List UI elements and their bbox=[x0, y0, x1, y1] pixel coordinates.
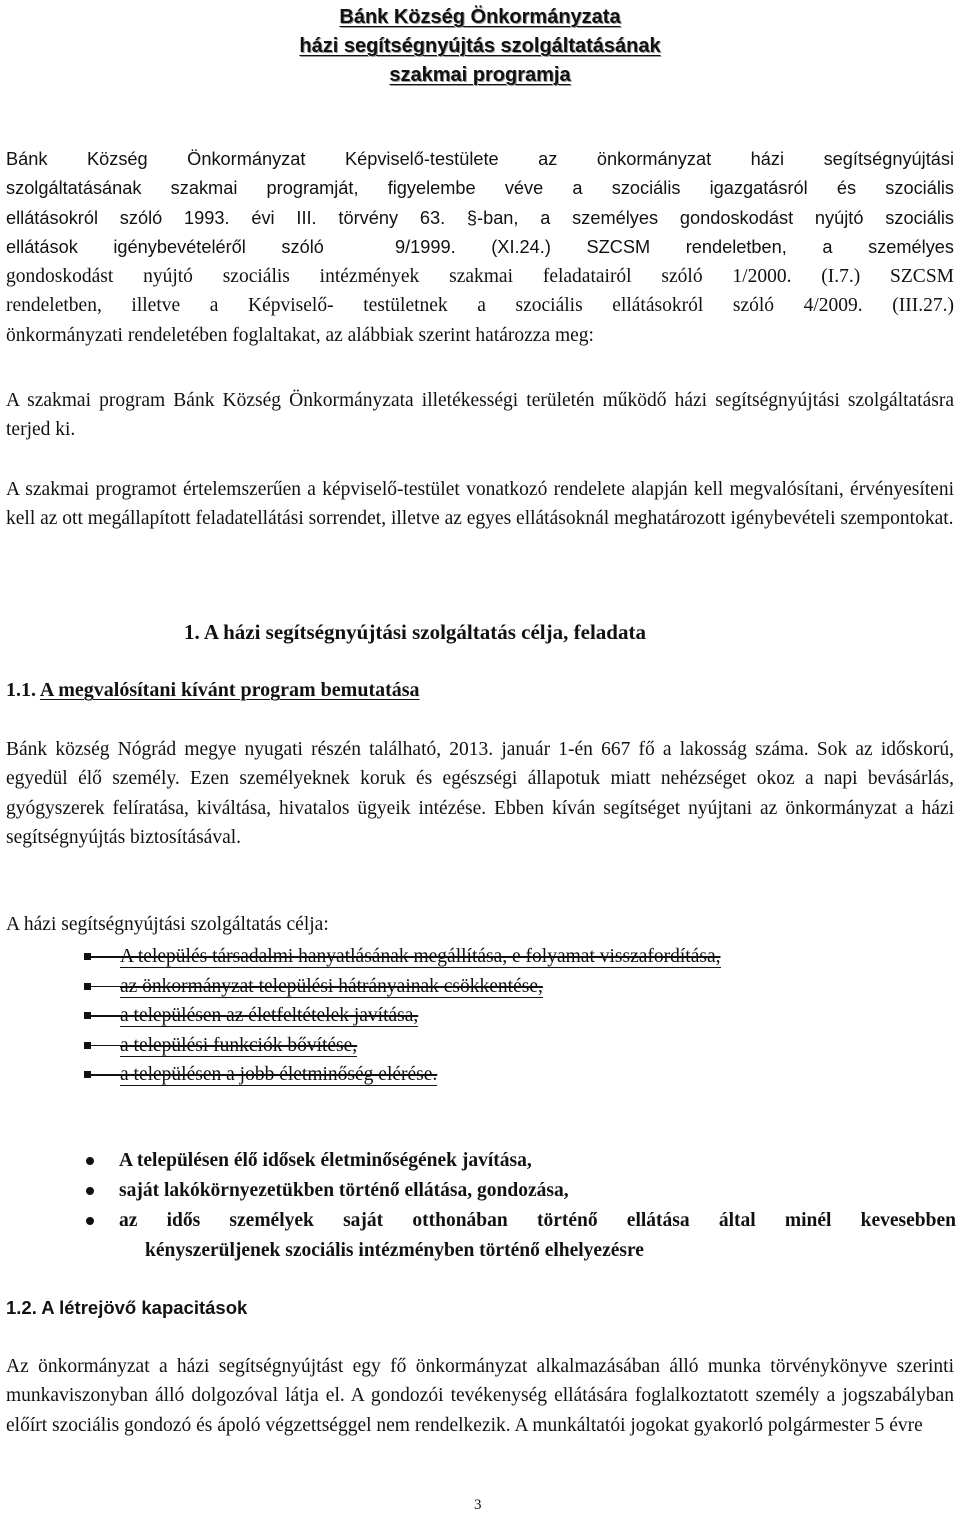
section-1-1-body: Bánk község Nógrád megye nyugati részén található, 2013. január 1-én 667 fő a lakosság száma. Sok az időskorú, egyedül élő személy. Ezen személyeknek koruk és egészségi állapotuk miatt nehézséget okoz a napi bevásárlás, gyógyszerek felíratása, kiváltása, hivatalos ügyeik intézése. Ebben kíván segítséget nyújtani az önkormányzat a házi segítségnyújtás biztosításával. bbox=[6, 739, 954, 848]
struck-goal-item: a településen az életfeltételek javítása, bbox=[84, 1001, 721, 1031]
intro-line: gondoskodást nyújtó szociális intézmények szakmai feladatairól szóló 1/2000. (I.7.) SZCSM bbox=[6, 266, 954, 288]
struck-goal-item: a települési funkciók bővítése, bbox=[84, 1031, 721, 1061]
title-line-3: szakmai programja bbox=[389, 64, 571, 86]
square-bullet-icon bbox=[84, 1071, 91, 1078]
goal-item: A településen élő idősek életminőségének javítása, bbox=[84, 1146, 956, 1176]
bullet-icon bbox=[86, 1157, 94, 1165]
document-title bbox=[6, 3, 954, 90]
struck-goal-item: a településen a jobb életminőség elérése. bbox=[84, 1060, 721, 1090]
struck-goal-item: A település társadalmi hanyatlásának megállítása, e folyamat visszafordítása, bbox=[84, 942, 721, 972]
section-1-1-heading bbox=[6, 679, 420, 702]
title-line-2: házi segítségnyújtás szolgáltatásának bbox=[299, 35, 661, 57]
goal-item: saját lakókörnyezetükben történő ellátása, gondozása, bbox=[84, 1176, 956, 1206]
struck-goal-item: az önkormányzat települési hátrányainak csökkentése, bbox=[84, 972, 721, 1002]
section-1-2-body: Az önkormányzat a házi segítségnyújtást egy fő önkormányzat alkalmazásában álló munka törvénykönyve szerinti munkaviszonyban álló dolgozóval látja el. A gondozói tevékenység ellátására foglalkoztatott személy a jogszabályban előírt szociális gondozó és ápoló végzettséggel nem rendelkezik. A munkáltatói jogokat gyakorló polgármester 5 évre bbox=[6, 1356, 954, 1436]
scope-paragraph: A szakmai program Bánk Község Önkormányzata illetékességi területén működő házi segítségnyújtási szolgáltatásra terjed ki. bbox=[6, 390, 954, 441]
intro-line: önkormányzati rendeletében foglaltakat, az alábbiak szerint határozza meg: bbox=[6, 324, 594, 346]
square-bullet-icon bbox=[84, 983, 91, 990]
section-1-heading: 1. A házi segítségnyújtási szolgáltatás célja, feladata bbox=[184, 620, 646, 644]
section-1-1-title: A megvalósítani kívánt program bemutatása bbox=[39, 679, 420, 701]
title-line-1: Bánk Község Önkormányzata bbox=[339, 6, 621, 28]
intro-line: Bánk Község Önkormányzat Képviselő-testülete az önkormányzat házi segítségnyújtási bbox=[6, 149, 954, 169]
section-1-1-number: 1.1. bbox=[6, 679, 36, 701]
intro-line: rendeletben, illetve a Képviselő- testületnek a szociális ellátásokról szóló 4/2009. (III.27.) bbox=[6, 295, 954, 317]
goal-item: az idős személyek saját otthonában történő ellátása által minél kevesebben kényszerüljenek szociális intézményben történő elhelyezésre bbox=[84, 1206, 956, 1266]
bullet-icon bbox=[86, 1187, 94, 1195]
intro-line: ellátások igénybevételéről szóló 9/1999. (XI.24.) SZCSM rendeletben, a személyes bbox=[6, 236, 954, 257]
bullet-icon bbox=[86, 1217, 94, 1225]
intro-line: ellátásokról szóló 1993. évi III. törvény 63. §-ban, a személyes gondoskodást nyújtó szociális bbox=[6, 207, 954, 228]
goal-intro: A házi segítségnyújtási szolgáltatás célja: bbox=[6, 914, 329, 935]
page-number: 3 bbox=[474, 1497, 482, 1513]
square-bullet-icon bbox=[84, 1012, 91, 1019]
intro-line: szolgáltatásának szakmai programját, figyelembe véve a szociális igazgatásról és szociális bbox=[6, 178, 954, 199]
section-1-2-heading: 1.2. A létrejövő kapacitások bbox=[6, 1297, 248, 1318]
square-bullet-icon bbox=[84, 953, 91, 960]
struck-goal-list bbox=[84, 942, 721, 1090]
goal-list bbox=[84, 1146, 956, 1266]
intro-paragraph bbox=[6, 145, 954, 350]
square-bullet-icon bbox=[84, 1042, 91, 1049]
implementation-paragraph: A szakmai programot értelemszerűen a képviselő-testület vonatkozó rendelete alapján kell megvalósítani, érvényesíteni kell az ott megállapított feladatellátási sorrendet, illetve az egyes ellátásoknál meghatározott igénybevételi szempontokat. bbox=[6, 479, 954, 530]
